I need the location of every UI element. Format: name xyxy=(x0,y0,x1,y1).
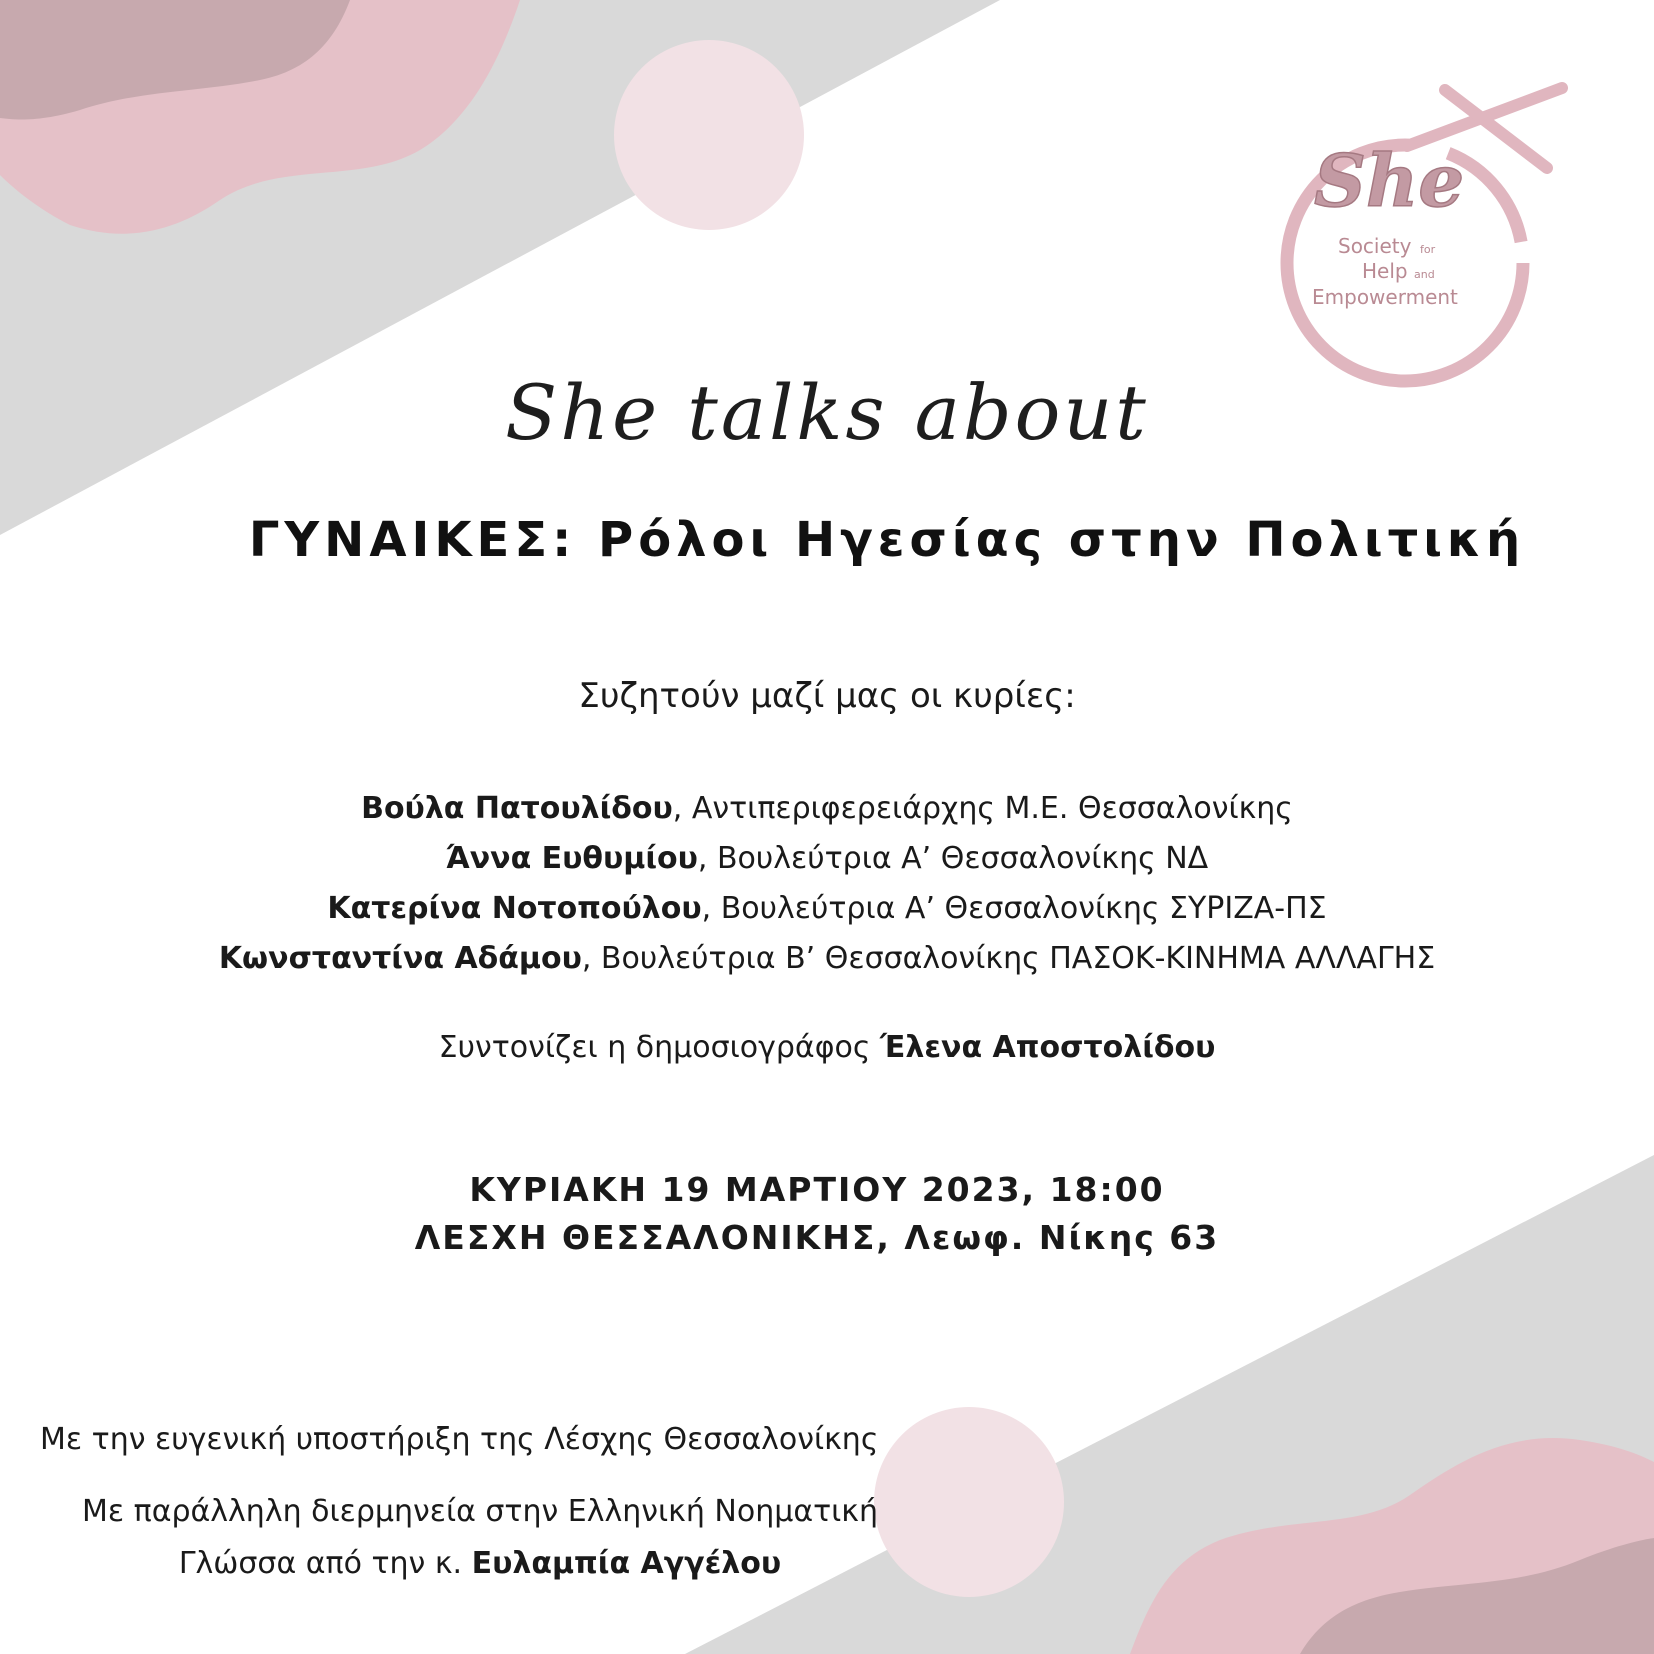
speaker-item xyxy=(0,934,1654,984)
support-note: Με την ευγενική υποστήριξη της Λέσχης Θεσσαλονίκης xyxy=(40,1422,879,1457)
event-title: ΓΥΝΑΙΚΕΣ: Ρόλοι Ηγεσίας στην Πολιτική xyxy=(248,512,1526,568)
speaker-name: Βούλα Πατουλίδου xyxy=(361,791,673,826)
interpretation-prefix: Γλώσσα από την κ. xyxy=(178,1546,472,1581)
logo-org-line1: Society xyxy=(1338,234,1412,258)
interpretation-line1: Με παράλληλη διερμηνεία στην Ελληνική Νοηματική xyxy=(82,1494,878,1529)
logo-org-for: for xyxy=(1420,243,1436,256)
logo-org-and: and xyxy=(1414,268,1435,281)
event-date-time: ΚΥΡΙΑΚΗ 19 ΜΑΡΤΙΟΥ 2023, 18:00 xyxy=(469,1170,1165,1209)
logo-org-line2: Help xyxy=(1362,259,1408,283)
interpretation-note xyxy=(20,1486,940,1590)
logo-org-line3: Empowerment xyxy=(1312,285,1458,309)
moderator-line xyxy=(0,1030,1654,1065)
top-pale-circle xyxy=(614,40,804,230)
speaker-role: , Βουλεύτρια Α’ Θεσσαλονίκης ΣΥΡΙΖΑ-ΠΣ xyxy=(701,891,1327,926)
speaker-item xyxy=(0,784,1654,834)
moderator-name: Έλενα Αποστολίδου xyxy=(879,1030,1216,1065)
speaker-name: Κατερίνα Νοτοπούλου xyxy=(327,891,702,926)
speaker-item xyxy=(0,834,1654,884)
moderator-prefix: Συντονίζει η δημοσιογράφος xyxy=(438,1030,880,1065)
speaker-role: , Βουλεύτρια Α’ Θεσσαλονίκης ΝΔ xyxy=(697,841,1209,876)
event-details xyxy=(0,1166,1644,1262)
speaker-role: , Βουλεύτρια Β’ Θεσσαλονίκης ΠΑΣΟΚ-ΚΙΝΗΜΑ ΑΛΛΑΓΗΣ xyxy=(581,941,1436,976)
she-logo xyxy=(1262,78,1592,398)
tagline: She talks about xyxy=(505,368,1149,457)
speaker-role: , Αντιπεριφερειάρχης Μ.Ε. Θεσσαλονίκης xyxy=(672,791,1293,826)
logo-wordmark: She xyxy=(1314,138,1465,223)
speakers-intro: Συζητούν μαζί μας οι κυρίες: xyxy=(578,676,1076,716)
speaker-list xyxy=(0,784,1654,984)
interpreter-name: Ευλαμπία Αγγέλου xyxy=(471,1546,782,1581)
event-venue: ΛΕΣΧΗ ΘΕΣΣΑΛΟΝΙΚΗΣ, Λεωφ. Νίκης 63 xyxy=(414,1218,1220,1257)
speaker-name: Κωνσταντίνα Αδάμου xyxy=(218,941,582,976)
interpretation-line2 xyxy=(20,1538,940,1590)
speaker-name: Άννα Ευθυμίου xyxy=(445,841,698,876)
speaker-item xyxy=(0,884,1654,934)
